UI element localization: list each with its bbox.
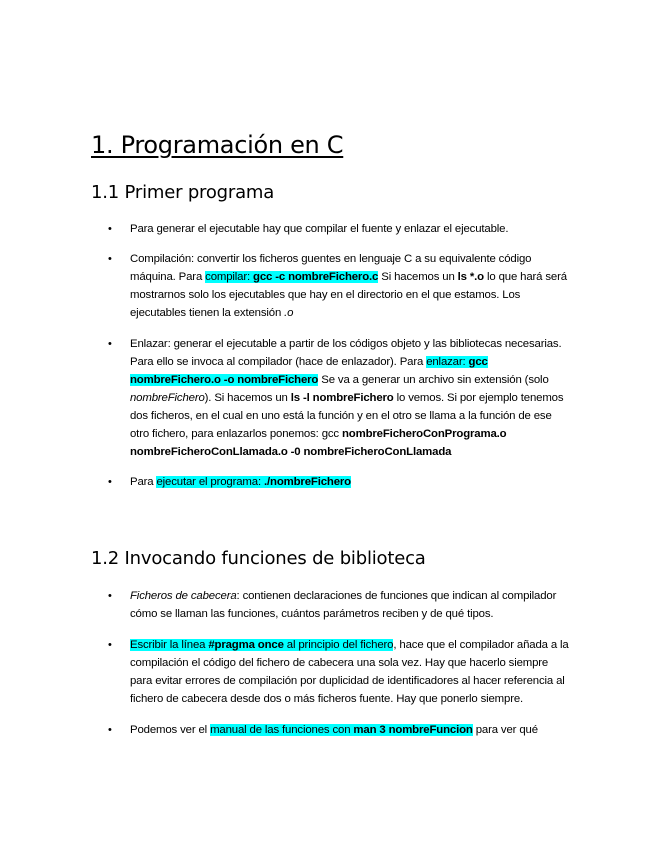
- page-title: 1. Programación en C: [91, 131, 344, 159]
- list-item-text: Para generar el ejecutable hay que compilar el fuente y enlazar el ejecutable.: [130, 223, 509, 235]
- list-item: [91, 220, 571, 238]
- bullet-icon: •: [108, 724, 112, 736]
- list-item: • Escribir la línea #pragma once al principio del fichero, hace que el compilador añada a la compilación el código del fichero de cabecera una sola vez. Hay que hacerlo siempre para evitar errores de compilación por duplicidad de identificadores al hacer referencia al fichero de cabecera desde dos o más ficheros fuente. Hay que ponerlo siempre.: [91, 636, 571, 708]
- bullet-icon: •: [108, 253, 112, 265]
- list-item: • Enlazar: generar el ejecutable a partir de los códigos objeto y las bibliotecas necesarias. Para ello se invoca al compilador (hace de enlazador). Para enlazar: gcc nombreFichero.o -o nombreFichero Se va a generar un archivo sin extensión (solo nombreFichero). Si hacemos un ls -l nombreFichero lo vemos. Si por ejemplo tenemos dos ficheros, en el cual en uno está la función y en el otro se llama a la función de ese otro fichero, para enlazarlos ponemos: gcc nombreFicheroConPrograma.o nombreFicheroConLlamada.o -0 nombreFicheroConLlamada: [91, 335, 571, 461]
- section-title-primer-programa: 1.1 Primer programa: [91, 182, 275, 203]
- bullet-icon: •: [108, 223, 112, 235]
- highlight: compilar: gcc -c nombreFichero.c: [205, 271, 379, 283]
- command-text: nombreFicheroConPrograma.o nombreFicheroConLlamada.o -0 nombreFicheroConLlamada: [130, 428, 507, 458]
- list-item: [91, 473, 571, 491]
- bullet-icon: •: [108, 639, 112, 651]
- list-item: • Podemos ver el manual de las funciones con man 3 nombreFuncion para ver qué: [91, 721, 571, 739]
- bullet-list-primer-programa: [91, 220, 571, 491]
- list-item-text: Enlazar: generar el ejecutable a partir de los códigos objeto y las bibliotecas necesarias. Para ello se invoca al compilador (hace de enlazador). Para: [130, 338, 562, 368]
- highlight: manual de las funciones con man 3 nombreFuncion: [210, 724, 473, 736]
- list-item: • Compilación: convertir los ficheros guentes en lenguaje C a su equivalente código máquina. Para compilar: gcc -c nombreFichero.c Si hacemos un ls *.o lo que hará será mostrarnos solo los ejecutables que hay en el directorio en el que estamos. Los ejecutables tienen la extensión .o: [91, 250, 571, 322]
- command-text: ls -l nombreFichero: [290, 392, 394, 404]
- list-item-term: Ficheros de cabecera: [130, 590, 237, 602]
- section-title-invocando-funciones: 1.2 Invocando funciones de biblioteca: [91, 548, 426, 569]
- bullet-icon: •: [108, 338, 112, 350]
- highlight: Escribir la línea #pragma once al principio del fichero: [130, 639, 394, 651]
- list-item-text: Para: [130, 476, 157, 488]
- bullet-icon: •: [108, 590, 112, 602]
- highlight: enlazar: gcc nombreFichero.o -o nombreFichero: [130, 356, 488, 386]
- list-item: • Ficheros de cabecera: contienen declaraciones de funciones que indican al compilador cómo se llaman las funciones, cuántos parámetros reciben y de qué tipos.: [91, 587, 571, 623]
- bullet-list-invocando-funciones: [91, 587, 571, 739]
- highlight: ejecutar el programa: ./nombreFichero: [156, 476, 351, 488]
- command-text: ls *.o: [457, 271, 484, 283]
- list-item-text: Compilación: convertir los ficheros guentes en lenguaje C a su equivalente código máquina. Para: [130, 253, 532, 283]
- bullet-icon: •: [108, 476, 112, 488]
